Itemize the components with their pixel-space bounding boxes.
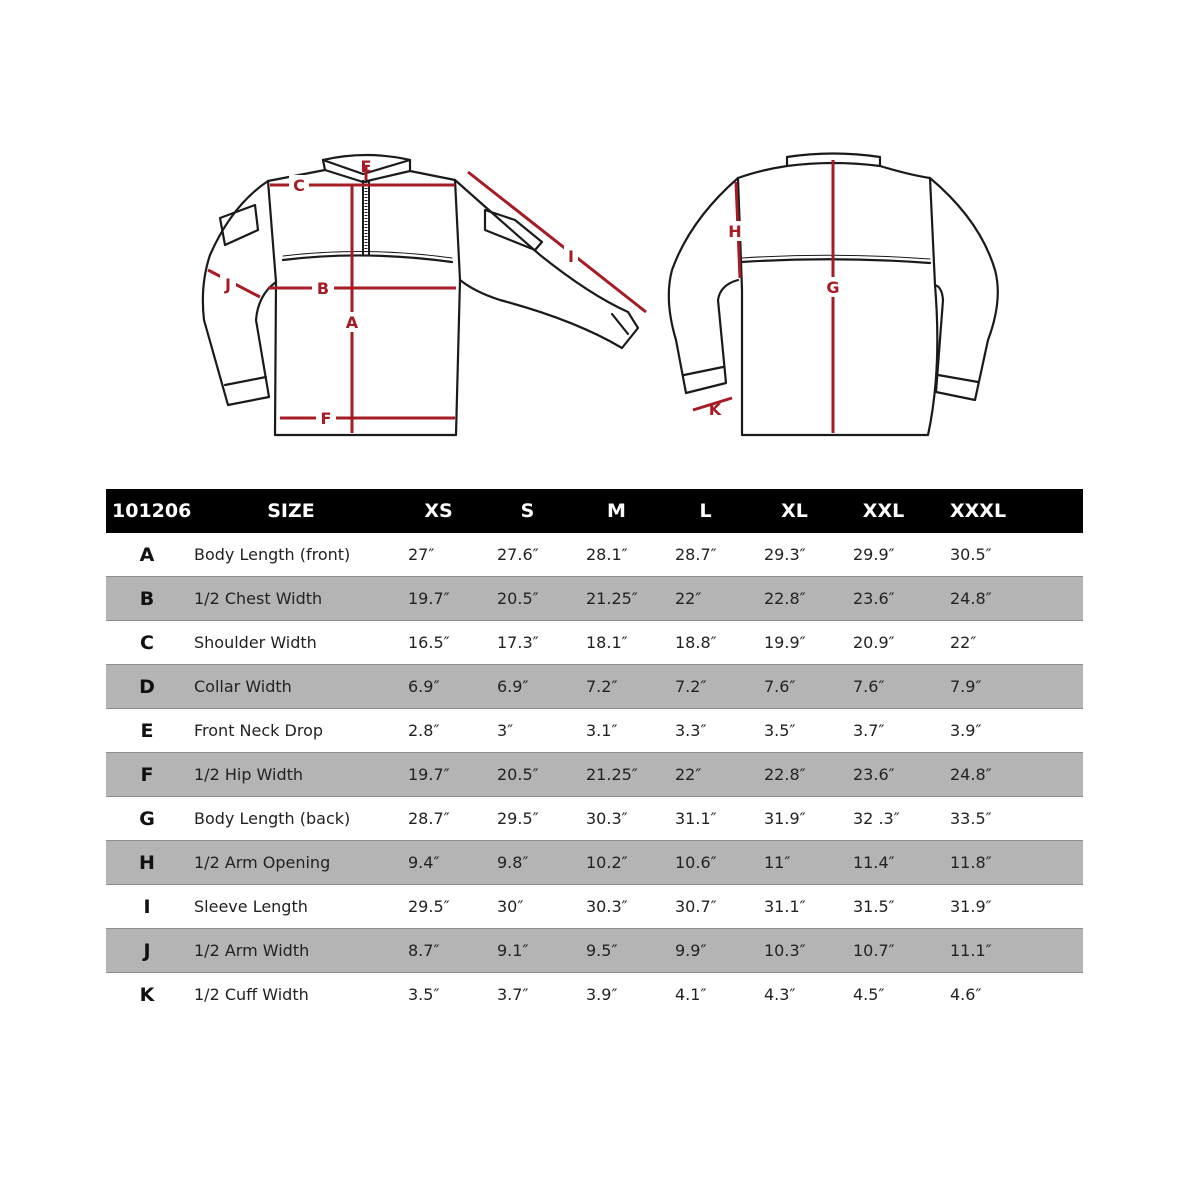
row-letter: J bbox=[106, 929, 188, 973]
size-value: 30.5″ bbox=[950, 545, 992, 564]
table-row bbox=[106, 841, 1083, 885]
size-value: 9.4″ bbox=[394, 841, 483, 885]
label-g: G bbox=[826, 278, 840, 297]
size-value: 30.3″ bbox=[586, 897, 628, 916]
measurement-name: Sleeve Length bbox=[194, 897, 308, 916]
size-value: 11.8″ bbox=[928, 841, 1083, 885]
size-value: 9.8″ bbox=[483, 841, 572, 885]
size-value: 7.6″ bbox=[750, 665, 839, 709]
size-value: 28.1″ bbox=[586, 545, 628, 564]
size-value: 6.9″ bbox=[483, 665, 572, 709]
size-value: 11″ bbox=[750, 841, 839, 885]
size-value: 31.9″ bbox=[764, 809, 806, 828]
size-value: 4.6″ bbox=[950, 985, 982, 1004]
size-value: 2.8″ bbox=[408, 721, 440, 740]
zipper bbox=[363, 180, 369, 255]
label-f: F bbox=[320, 409, 332, 428]
size-col-xxxl: XXXL bbox=[928, 489, 1083, 533]
size-value: 30″ bbox=[497, 897, 524, 916]
size-value: 28.7″ bbox=[408, 809, 450, 828]
size-value: 4.1″ bbox=[675, 985, 707, 1004]
table-row bbox=[106, 665, 1083, 709]
size-col-xl: XL bbox=[750, 489, 839, 533]
front-measure-lines bbox=[208, 165, 646, 433]
size-value: 24.8″ bbox=[928, 753, 1083, 797]
row-letter: K bbox=[139, 983, 155, 1006]
row-letter: B bbox=[106, 577, 188, 621]
size-value: 29.5″ bbox=[408, 897, 450, 916]
size-value: 16.5″ bbox=[408, 633, 450, 652]
size-value: 7.6″ bbox=[839, 665, 928, 709]
size-value: 18.1″ bbox=[586, 633, 628, 652]
row-letter: H bbox=[106, 841, 188, 885]
size-value: 11.1″ bbox=[928, 929, 1083, 973]
row-letter: C bbox=[140, 631, 154, 654]
size-value: 20.5″ bbox=[483, 753, 572, 797]
size-value: 10.2″ bbox=[572, 841, 661, 885]
size-value: 3.1″ bbox=[586, 721, 618, 740]
size-value: 6.9″ bbox=[394, 665, 483, 709]
label-j: J bbox=[225, 275, 231, 294]
row-letter: E bbox=[140, 719, 154, 742]
size-value: 21.25″ bbox=[572, 577, 661, 621]
measurement-name: 1/2 Hip Width bbox=[188, 753, 394, 797]
label-k: K bbox=[708, 400, 722, 419]
size-value: 3.9″ bbox=[586, 985, 618, 1004]
measurement-name: Body Length (front) bbox=[194, 545, 351, 564]
back-measure-labels bbox=[709, 221, 843, 419]
table-row bbox=[106, 929, 1083, 973]
size-value: 31.1″ bbox=[764, 897, 806, 916]
size-value: 10.7″ bbox=[839, 929, 928, 973]
measurement-name: Collar Width bbox=[188, 665, 394, 709]
size-value: 9.1″ bbox=[483, 929, 572, 973]
size-value: 22″ bbox=[661, 577, 750, 621]
label-a: A bbox=[345, 313, 359, 332]
size-value: 17.3″ bbox=[497, 633, 539, 652]
label-i: I bbox=[568, 247, 574, 266]
label-b: B bbox=[316, 279, 330, 298]
size-value: 30.7″ bbox=[675, 897, 717, 916]
size-value: 11.4″ bbox=[839, 841, 928, 885]
size-value: 19.7″ bbox=[394, 577, 483, 621]
label-h: H bbox=[728, 222, 742, 241]
size-value: 3.3″ bbox=[675, 721, 707, 740]
size-value: 4.5″ bbox=[853, 985, 885, 1004]
measurement-name: 1/2 Arm Opening bbox=[188, 841, 394, 885]
size-value: 20.9″ bbox=[853, 633, 895, 652]
size-value: 9.9″ bbox=[661, 929, 750, 973]
size-value: 24.8″ bbox=[928, 577, 1083, 621]
size-col-m: M bbox=[572, 489, 661, 533]
size-chart-table bbox=[106, 489, 1083, 1016]
size-value: 23.6″ bbox=[839, 577, 928, 621]
row-letter: I bbox=[143, 895, 151, 918]
label-e: E bbox=[360, 157, 372, 176]
row-letter: A bbox=[139, 543, 155, 566]
size-value: 3″ bbox=[497, 721, 514, 740]
size-value: 4.3″ bbox=[764, 985, 796, 1004]
size-value: 22″ bbox=[950, 633, 977, 652]
size-value: 27.6″ bbox=[497, 545, 539, 564]
size-value: 7.9″ bbox=[928, 665, 1083, 709]
size-value: 3.7″ bbox=[853, 721, 885, 740]
size-value: 33.5″ bbox=[950, 809, 992, 828]
size-col-xs: XS bbox=[394, 489, 483, 533]
measurement-name: Front Neck Drop bbox=[194, 721, 324, 740]
size-col-xxl: XXL bbox=[839, 489, 928, 533]
measurement-name: Shoulder Width bbox=[194, 633, 317, 652]
row-letter: D bbox=[106, 665, 188, 709]
size-value: 23.6″ bbox=[839, 753, 928, 797]
size-value: 22.8″ bbox=[750, 577, 839, 621]
style-code: 101206 bbox=[106, 489, 188, 533]
size-value: 29.5″ bbox=[497, 809, 539, 828]
size-value: 3.7″ bbox=[497, 985, 529, 1004]
size-value: 21.25″ bbox=[572, 753, 661, 797]
size-value: 20.5″ bbox=[483, 577, 572, 621]
size-value: 22.8″ bbox=[750, 753, 839, 797]
size-value: 3.5″ bbox=[764, 721, 796, 740]
table-row bbox=[106, 973, 1083, 1017]
size-value: 10.3″ bbox=[750, 929, 839, 973]
front-view-shirt bbox=[203, 155, 638, 435]
size-value: 27″ bbox=[408, 545, 435, 564]
size-value: 32 .3″ bbox=[853, 809, 900, 828]
measurement-name: 1/2 Chest Width bbox=[188, 577, 394, 621]
table-row bbox=[106, 577, 1083, 621]
size-col-l: L bbox=[661, 489, 750, 533]
size-value: 3.9″ bbox=[950, 721, 982, 740]
size-value: 8.7″ bbox=[394, 929, 483, 973]
size-value: 18.8″ bbox=[675, 633, 717, 652]
garment-diagram bbox=[0, 0, 1200, 470]
size-col-s: S bbox=[483, 489, 572, 533]
size-value: 29.3″ bbox=[764, 545, 806, 564]
size-value: 19.7″ bbox=[394, 753, 483, 797]
size-value: 7.2″ bbox=[572, 665, 661, 709]
measurement-name: 1/2 Arm Width bbox=[188, 929, 394, 973]
table-row bbox=[106, 709, 1083, 753]
measurement-name: 1/2 Cuff Width bbox=[194, 985, 309, 1004]
table-row bbox=[106, 797, 1083, 841]
size-value: 9.5″ bbox=[572, 929, 661, 973]
size-value: 30.3″ bbox=[586, 809, 628, 828]
size-value: 3.5″ bbox=[408, 985, 440, 1004]
row-letter: F bbox=[106, 753, 188, 797]
row-letter: G bbox=[139, 807, 155, 830]
table-row bbox=[106, 753, 1083, 797]
size-value: 31.1″ bbox=[675, 809, 717, 828]
size-header: SIZE bbox=[188, 489, 394, 533]
size-value: 7.2″ bbox=[661, 665, 750, 709]
size-value: 28.7″ bbox=[675, 545, 717, 564]
size-value: 29.9″ bbox=[853, 545, 895, 564]
front-measure-labels bbox=[220, 157, 578, 429]
table-row bbox=[106, 885, 1083, 929]
size-value: 10.6″ bbox=[661, 841, 750, 885]
table-row bbox=[106, 533, 1083, 577]
label-c: C bbox=[293, 176, 305, 195]
table-row bbox=[106, 621, 1083, 665]
measurement-name: Body Length (back) bbox=[194, 809, 351, 828]
size-value: 19.9″ bbox=[764, 633, 806, 652]
size-value: 31.9″ bbox=[950, 897, 992, 916]
table-header-row bbox=[106, 489, 1083, 533]
table-body bbox=[106, 533, 1083, 1016]
size-value: 22″ bbox=[661, 753, 750, 797]
size-value: 31.5″ bbox=[853, 897, 895, 916]
